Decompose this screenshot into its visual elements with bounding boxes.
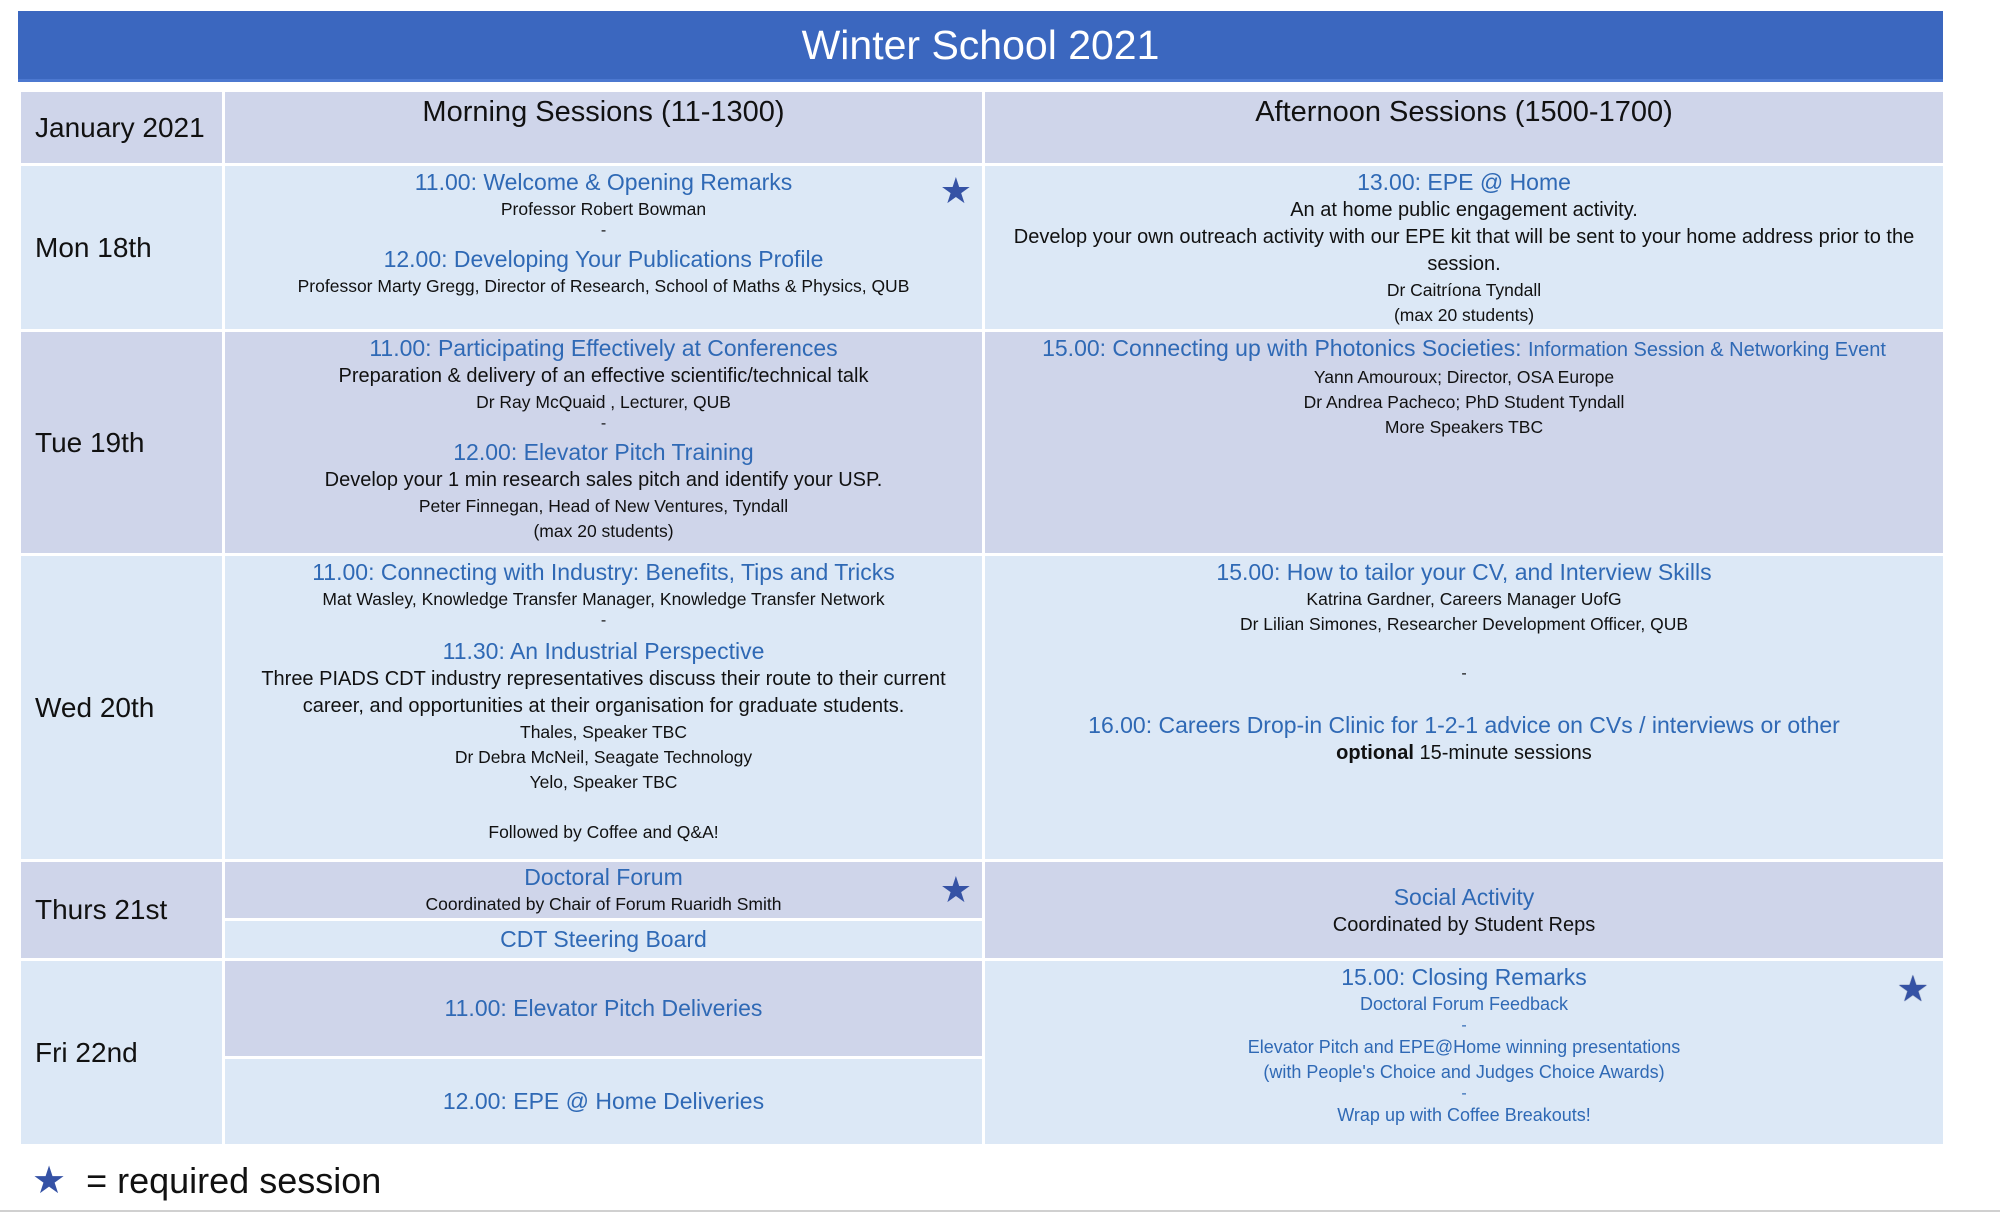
session-speaker: Dr Ray McQuaid , Lecturer, QUB [476, 392, 731, 412]
session-description: Coordinated by Student Reps [1332, 913, 1596, 936]
session-title [991, 334, 1937, 365]
session-line: Wrap up with Coffee Breakouts! [1337, 1105, 1591, 1125]
day-label-mon: Mon 18th [20, 165, 224, 331]
session-speaker: Peter Finnegan, Head of New Ventures, Tyndall [418, 496, 789, 516]
session-speaker: Dr Caitríona Tyndall [1386, 280, 1542, 300]
mon-morning-cell [224, 165, 984, 331]
schedule-table [18, 89, 1946, 1147]
separator: - [600, 222, 607, 239]
session-description [991, 740, 1937, 767]
session-title: 11.00: Elevator Pitch Deliveries [444, 995, 763, 1021]
thu-afternoon-cell [984, 861, 1945, 960]
session-title: Social Activity [1393, 883, 1535, 910]
day-label-wed: Wed 20th [20, 555, 224, 861]
session-speaker: Dr Debra McNeil, Seagate Technology [454, 747, 753, 767]
session-speaker: Yelo, Speaker TBC [529, 772, 678, 792]
tue-morning-cell [224, 331, 984, 555]
session-description: Develop your own outreach activity with our EPE kit that will be sent to your home address prior to the session. [1013, 226, 1915, 275]
wed-morning-cell [224, 555, 984, 861]
session-title-sub: Information Session & Networking Event [1527, 339, 1886, 361]
session-capacity: (max 20 students) [533, 521, 674, 541]
session-title: 12.00: Elevator Pitch Training [453, 439, 754, 465]
session-title: 12.00: Developing Your Publications Profile [383, 246, 824, 272]
session-title: 11.00: Participating Effectively at Conferences [369, 335, 838, 361]
session-speaker: Professor Robert Bowman [500, 199, 707, 219]
session-speaker: Thales, Speaker TBC [520, 722, 687, 742]
separator: - [1461, 1017, 1467, 1034]
required-star-icon: ★ [32, 1160, 67, 1202]
session-description: Three PIADS CDT industry representatives discuss their route to their current career, and opportunities at their organisation for graduate students. [261, 668, 946, 717]
tue-afternoon-cell [984, 331, 1945, 555]
mon-afternoon-cell [984, 165, 1945, 331]
session-speaker: Dr Lilian Simones, Researcher Development Officer, QUB [1239, 614, 1689, 634]
wed-afternoon-cell [984, 555, 1945, 861]
thu-morning-cell-forum [224, 861, 984, 920]
required-star-icon: ★ [939, 170, 972, 211]
session-title: 11.30: An Industrial Perspective [442, 638, 765, 664]
separator: - [600, 415, 607, 432]
session-title: 12.00: EPE @ Home Deliveries [442, 1088, 765, 1114]
session-title: CDT Steering Board [500, 926, 707, 952]
session-description: Preparation & delivery of an effective scientific/technical talk [338, 365, 869, 387]
optional-label: optional [1336, 742, 1414, 764]
session-speaker: Dr Andrea Pacheco; PhD Student Tyndall [1303, 392, 1625, 412]
session-title: 13.00: EPE @ Home [1357, 169, 1571, 195]
separator: - [600, 612, 607, 629]
session-title: Doctoral Forum [524, 864, 683, 890]
session-description-rest: 15-minute sessions [1413, 742, 1592, 764]
month-header: January 2021 [20, 91, 224, 165]
session-line: (with People's Choice and Judges Choice Awards) [1263, 1062, 1665, 1082]
session-line: Elevator Pitch and EPE@Home winning presentations [1247, 1037, 1681, 1057]
session-description: Develop your 1 min research sales pitch and identify your USP. [324, 469, 883, 491]
fri-morning-cell-epe [224, 1058, 984, 1146]
session-title-main: 15.00: Connecting up with Photonics Societies: [1042, 335, 1528, 361]
session-speaker: Professor Marty Gregg, Director of Research, School of Maths & Physics, QUB [297, 276, 910, 296]
separator: - [1461, 1085, 1467, 1102]
schedule-title: Winter School 2021 [18, 11, 1943, 82]
day-label-fri: Fri 22nd [20, 960, 224, 1146]
afternoon-header: Afternoon Sessions (1500-1700) [984, 91, 1945, 165]
session-speaker: Mat Wasley, Knowledge Transfer Manager, Knowledge Transfer Network [322, 589, 885, 609]
session-title: 11.00: Welcome & Opening Remarks [414, 169, 793, 195]
legend-text: = required session [86, 1159, 382, 1201]
session-capacity: (max 20 students) [1393, 305, 1535, 325]
fri-morning-cell-pitch [224, 960, 984, 1058]
session-title: 15.00: How to tailor your CV, and Interview Skills [1216, 559, 1712, 585]
session-line: Doctoral Forum Feedback [1359, 994, 1569, 1014]
day-label-thu: Thurs 21st [20, 861, 224, 960]
separator: - [1461, 665, 1467, 682]
session-speaker: More Speakers TBC [1384, 417, 1544, 437]
session-title: 16.00: Careers Drop-in Clinic for 1-2-1 advice on CVs / interviews or other [1088, 712, 1840, 738]
fri-afternoon-cell [984, 960, 1945, 1146]
day-label-tue: Tue 19th [20, 331, 224, 555]
legend [32, 1158, 381, 1203]
divider [0, 1210, 2000, 1212]
required-star-icon: ★ [1896, 968, 1929, 1009]
morning-header: Morning Sessions (11-1300) [224, 91, 984, 165]
session-description: Coordinated by Chair of Forum Ruaridh Smith [425, 894, 782, 914]
session-speaker: Yann Amouroux; Director, OSA Europe [1313, 367, 1615, 387]
session-description: An at home public engagement activity. [1290, 199, 1638, 221]
session-title: 15.00: Closing Remarks [1341, 964, 1587, 990]
thu-morning-cell-board [224, 920, 984, 960]
session-title: 11.00: Connecting with Industry: Benefits, Tips and Tricks [312, 559, 895, 585]
session-speaker: Katrina Gardner, Careers Manager UofG [1306, 589, 1622, 609]
required-star-icon: ★ [939, 869, 972, 910]
session-followup: Followed by Coffee and Q&A! [488, 822, 719, 842]
